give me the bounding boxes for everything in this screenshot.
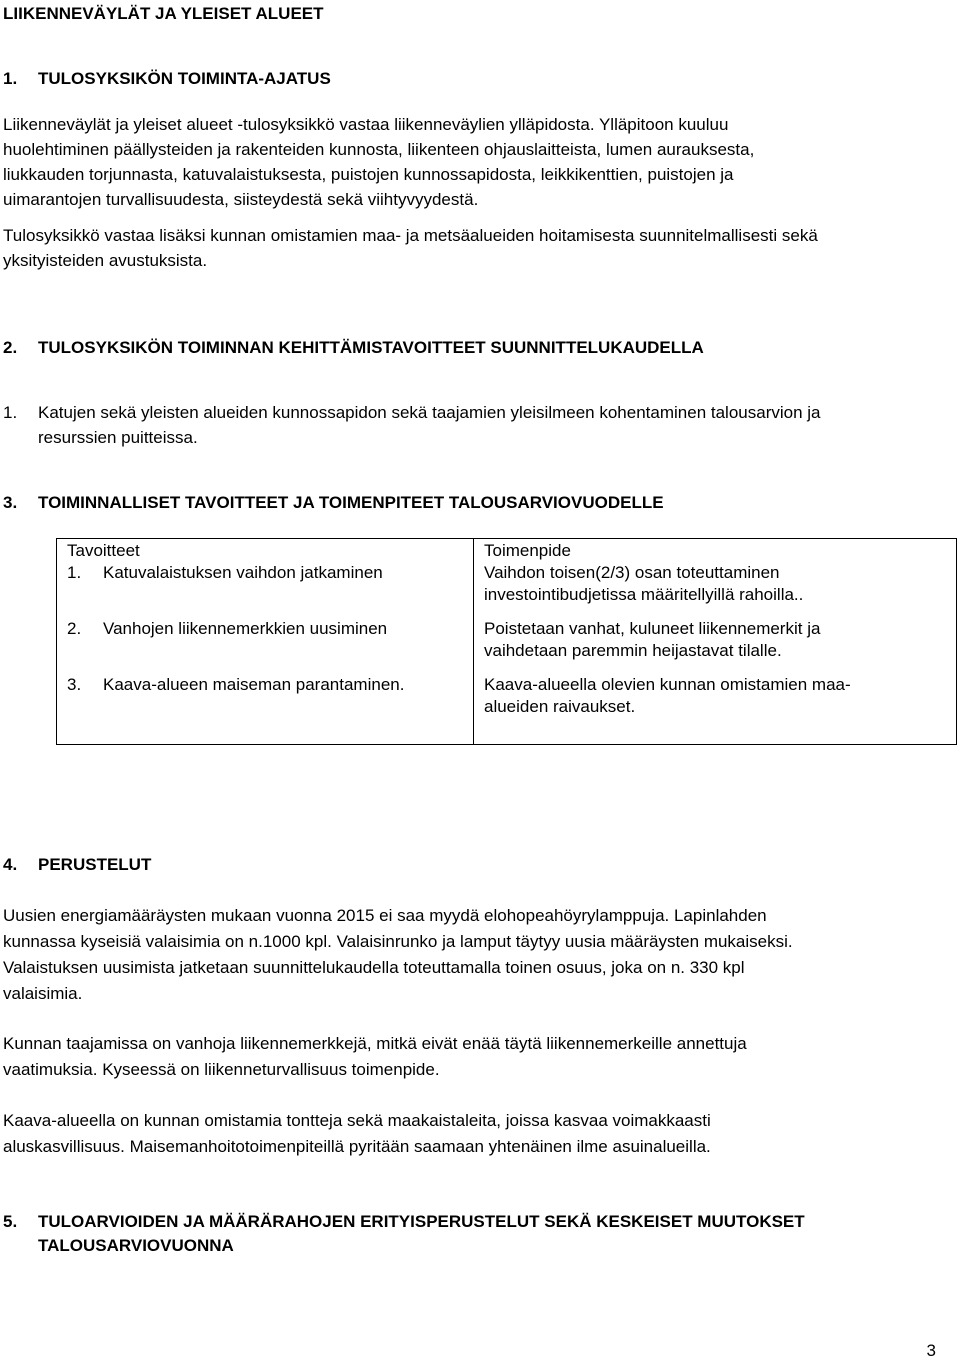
goals-table xyxy=(56,538,957,745)
text-line: Kaava-alueella olevien kunnan omistamien maa- xyxy=(484,675,851,694)
text-line: Vaihdon toisen(2/3) osan toteuttaminen xyxy=(484,563,780,582)
header-action: Toimenpide xyxy=(474,539,957,563)
text-line: Kaava-alueella on kunnan omistamia tontteja sekä maakaistaleita, joissa kasvaa voimakkaasti xyxy=(3,1111,711,1130)
page-number: 3 xyxy=(926,1341,936,1360)
text-line: Poistetaan vanhat, kuluneet liikennemerkit ja xyxy=(484,619,821,638)
section5-number: 5. xyxy=(3,1212,18,1231)
text-line: Tulosyksikkö vastaa lisäksi kunnan omistamien maa- ja metsäalueiden hoitamisesta suunnitelmallisesti sekä xyxy=(3,226,818,245)
text-line: TULOARVIOIDEN JA MÄÄRÄRAHOJEN ERITYISPERUSTELUT SEKÄ KESKEISET MUUTOKSET xyxy=(38,1212,805,1231)
row-number: 1. xyxy=(67,563,82,582)
text-line: kunnassa kyseisiä valaisimia on n.1000 kpl. Valaisinrunko ja lamput täytyy uusia määräysten mukaiseksi. xyxy=(3,932,793,951)
text-line: uimarantojen turvallisuudesta, siisteydestä sekä viihtyvyydestä. xyxy=(3,190,479,209)
section2-heading xyxy=(3,335,704,360)
text-line: Valaistuksen uusimista jatketaan suunnittelukaudella toteuttamalla toinen osuus, joka on n. 330 kpl xyxy=(3,958,745,977)
section2-goal-item xyxy=(3,400,948,450)
text-line: vaihdetaan paremmin heijastavat tilalle. xyxy=(484,641,782,660)
section1-paragraph1 xyxy=(3,112,953,212)
section2-heading-text: TULOSYKSIKÖN TOIMINNAN KEHITTÄMISTAVOITTEET SUUNNITTELUKAUDELLA xyxy=(38,338,704,357)
text-line: Katujen sekä yleisten alueiden kunnossapidon sekä taajamien yleisilmeen kohentaminen talousarvion ja xyxy=(38,403,821,422)
section4-heading xyxy=(3,852,151,877)
goal-text: Vanhojen liikennemerkkien uusiminen xyxy=(103,619,388,638)
text-line: Uusien energiamääräysten mukaan vuonna 2015 ei saa myydä elohopeahöyrylamppuja. Lapinlahden xyxy=(3,906,767,925)
section2-item-number: 1. xyxy=(3,403,18,422)
table-row xyxy=(57,618,957,674)
text-line: huolehtiminen päällysteiden ja rakenteiden kunnosta, liikenteen ohjauslaitteista, lumen aurauksesta, xyxy=(3,140,755,159)
table-row xyxy=(57,562,957,618)
section1-heading xyxy=(3,66,331,91)
table-header-row xyxy=(57,539,957,563)
goal-cell xyxy=(57,562,474,618)
section2-number: 2. xyxy=(3,338,18,357)
text-line: Kunnan taajamissa on vanhoja liikennemerkkejä, mitkä eivät enää täytä liikennemerkeille annettuja xyxy=(3,1034,747,1053)
section4-paragraph1 xyxy=(3,903,953,1007)
goal-text: Kaava-alueen maiseman parantaminen. xyxy=(103,675,405,694)
section3-number: 3. xyxy=(3,493,18,512)
section4-paragraph2 xyxy=(3,1031,953,1083)
text-line: valaisimia. xyxy=(3,984,83,1003)
text-line: Liikenneväylät ja yleiset alueet -tulosyksikkö vastaa liikenneväylien ylläpidosta. Ylläpitoon kuuluu xyxy=(3,115,729,134)
text-line: vaatimuksia. Kyseessä on liikenneturvallisuus toimenpide. xyxy=(3,1060,440,1079)
section5-heading xyxy=(3,1210,948,1258)
section1-paragraph2 xyxy=(3,223,953,273)
text-line: investointibudjetissa määritellyillä rahoilla.. xyxy=(484,585,804,604)
goal-cell xyxy=(57,618,474,674)
section4-heading-text: PERUSTELUT xyxy=(38,855,152,874)
text-line: TALOUSARVIOVUONNA xyxy=(38,1236,234,1255)
header-goals: Tavoitteet xyxy=(57,539,474,563)
section4-paragraph3 xyxy=(3,1108,953,1160)
table-row xyxy=(57,674,957,745)
section1-heading-text: TULOSYKSIKÖN TOIMINTA-AJATUS xyxy=(38,69,331,88)
row-number: 3. xyxy=(67,675,82,694)
text-line: yksityisteiden avustuksista. xyxy=(3,251,208,270)
goal-cell xyxy=(57,674,474,745)
text-line: alueiden raivaukset. xyxy=(484,697,636,716)
text-line: liukkauden torjunnasta, katuvalaistuksesta, puistojen kunnossapidosta, leikkikenttien, puistojen ja xyxy=(3,165,734,184)
action-cell xyxy=(474,562,957,618)
text-line: aluskasvillisuus. Maisemanhoitotoimenpiteillä pyritään saamaan yhtenäinen ilme asuinalueilla. xyxy=(3,1137,711,1156)
action-cell xyxy=(474,618,957,674)
text-line: resurssien puitteissa. xyxy=(38,428,198,447)
goal-text: Katuvalaistuksen vaihdon jatkaminen xyxy=(103,563,383,582)
section3-heading-text: TOIMINNALLISET TAVOITTEET JA TOIMENPITEET TALOUSARVIOVUODELLE xyxy=(38,493,664,512)
action-cell xyxy=(474,674,957,745)
section1-number: 1. xyxy=(3,69,18,88)
section4-number: 4. xyxy=(3,855,18,874)
document-title: LIIKENNEVÄYLÄT JA YLEISET ALUEET xyxy=(3,4,324,23)
row-number: 2. xyxy=(67,619,82,638)
section3-heading xyxy=(3,490,664,515)
